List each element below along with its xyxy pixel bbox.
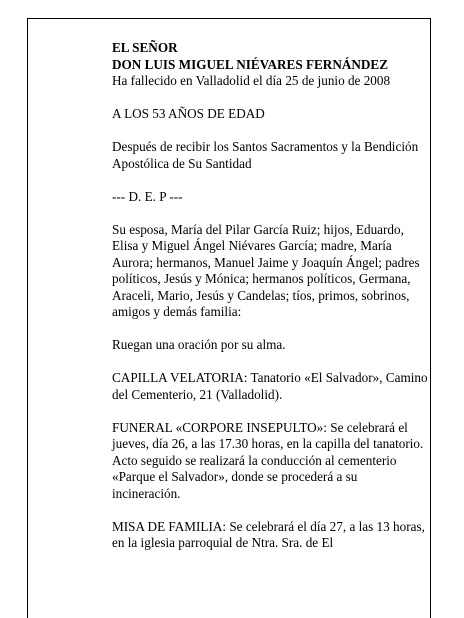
chapel-paragraph: CAPILLA VELATORIA: Tanatorio «El Salvador», Camino del Cementerio, 21 (Valladolid). (112, 370, 428, 402)
notice-title-line1: EL SEÑOR (112, 40, 178, 55)
rip-line: --- D. E. P --- (112, 188, 183, 204)
funeral-paragraph: FUNERAL «CORPORE INSEPULTO»: Se celebrará el jueves, día 26, a las 17.30 horas, en la capilla del tanatorio. Acto seguido se realizará la conducción al cementerio «Parque el Salvador», donde se procederá a su incineración. (112, 419, 424, 501)
family-paragraph: Su esposa, María del Pilar García Ruiz; hijos, Eduardo, Elisa y Miguel Ángel Niévares García; madre, María Aurora; hermanos, Manuel Jaime y Joaquín Ángel; padres políticos, Jesús y Mónica; hermanos políticos, Germana, Araceli, Mario, Jesús y Candelas; tíos, primos, sobrinos, amigos y demás familia: (112, 221, 420, 319)
age-line: A LOS 53 AÑOS DE EDAD (112, 106, 265, 121)
sacraments-paragraph: Después de recibir los Santos Sacramentos y la Bendición Apostólica de Su Santidad (112, 139, 419, 171)
prayer-line: Ruegan una oración por su alma. (112, 337, 286, 352)
death-line: Ha fallecido en Valladolid el día 25 de junio de 2008 (112, 73, 391, 88)
family-mass-paragraph: MISA DE FAMILIA: Se celebrará el día 27, a las 13 horas, en la iglesia parroquial de Ntra. Sra. de El (112, 518, 425, 550)
obituary-notice (112, 40, 428, 568)
notice-title-line2: DON LUIS MIGUEL NIÉVARES FERNÁNDEZ (112, 56, 389, 72)
